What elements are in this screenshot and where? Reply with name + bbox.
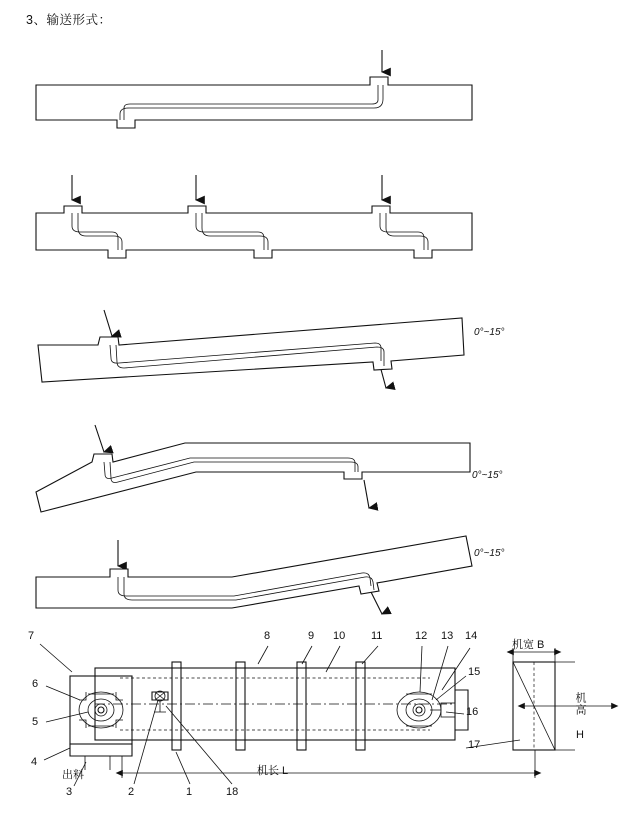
callout-6: 6 (32, 678, 39, 690)
callout-4: 4 (31, 756, 38, 768)
figure-z-shape (36, 425, 470, 512)
figure-inclined (38, 310, 464, 388)
callout-2: 2 (128, 786, 135, 798)
page-title: 3、输送形式： (26, 13, 112, 27)
callout-7: 7 (28, 630, 35, 642)
figure-horizontal (36, 50, 472, 128)
dimension-width: 机宽 B (512, 639, 545, 651)
callout-17: 17 (468, 739, 481, 751)
callout-5: 5 (32, 716, 39, 728)
callout-11: 11 (371, 630, 383, 642)
callout-3: 3 (66, 786, 73, 798)
callout-12: 12 (415, 630, 428, 642)
callout-14: 14 (465, 630, 478, 642)
dimension-length: 机长 L (257, 765, 289, 777)
figure-z-shape-2 (36, 536, 472, 614)
callout-18: 18 (226, 786, 239, 798)
figure-multi-inlet (36, 175, 472, 258)
callout-8: 8 (264, 630, 271, 642)
callout-1: 1 (186, 786, 193, 798)
angle-label-incline-1: 0°~15° (474, 327, 505, 338)
callout-10: 10 (333, 630, 346, 642)
assembly-drawing (40, 644, 612, 786)
callout-9: 9 (308, 630, 315, 642)
callout-13: 13 (441, 630, 454, 642)
dimension-height: 机高 H (574, 692, 586, 742)
callout-16: 16 (466, 706, 479, 718)
body-rings (172, 662, 365, 750)
angle-label-incline-3: 0°~15° (474, 548, 505, 559)
angle-label-incline-2: 0°~15° (472, 470, 503, 481)
outlet-label: 出料 (62, 769, 84, 781)
callout-15: 15 (468, 666, 481, 678)
